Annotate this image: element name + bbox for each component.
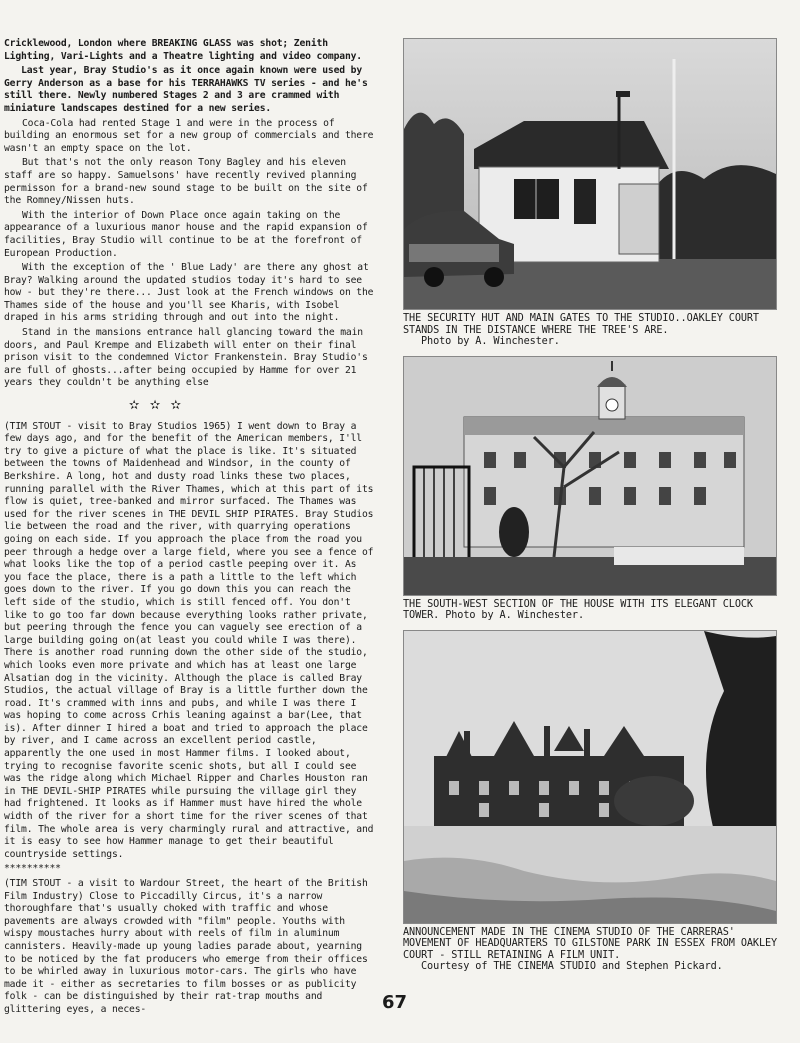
paragraph: Cricklewood, London where BREAKING GLASS was shot; Zenith Lighting, Vari-Lights and a Theatre lighting and video company. [4, 38, 362, 62]
asterisk-divider: ********** [4, 863, 61, 875]
photo-credit: Photo by A. Winchester. [421, 336, 560, 347]
photo-caption [403, 927, 779, 973]
paragraph: Last year, Bray Studio's as it once again known were used by Gerry Anderson as a base for his TERRAHAWKS TV series - and he's still there. Newly numbered Stages 2 and 3 are crammed with miniature landscapes destined for a new series. [4, 65, 374, 114]
page-number: 67 [382, 992, 408, 1013]
photo-column [403, 38, 779, 973]
paragraph: Coca-Cola had rented Stage 1 and were in the process of building an enormous set for a new group of commercials and there wasn't an empty space on the lot. [4, 117, 380, 154]
photo-clock-tower-house [403, 356, 777, 596]
caption-text: ANNOUNCEMENT MADE IN THE CINEMA STUDIO OF THE CARRERAS' MOVEMENT OF HEADQUARTERS TO GILSTONE PARK IN ESSEX FROM OAKLEY COURT - STILL RETAINING A FILM UNIT. [403, 926, 778, 961]
photo-security-hut [403, 38, 777, 310]
photo-caption [403, 313, 779, 348]
paragraph: Stand in the mansions entrance hall glancing toward the main doors, and Paul Krempe and Elizabeth will enter on their final prison visit to the condemned Victor Frankenstein. Bray Studio's are full of ghosts...after being occupied by Hamme for over 21 years they couldn't be anything else [4, 327, 374, 389]
paragraph: With the exception of the ' Blue Lady' are there any ghost at Bray? Walking around the updated studios today it's hard to see how - but they're there... Just look at the French windows on the Thames side of the house and you'll see Kharis, with Isobel draped in his arms striding through and out into the night. [4, 262, 380, 324]
paragraph: But that's not the only reason Tony Bagley and his eleven staff are so happy. Samuelsons' have recently revived planning permisson for a brand-new sound stage to be built on the site of the Romney/Nissen huts. [4, 157, 374, 207]
caption-text: THE SOUTH-WEST SECTION OF THE HOUSE WITH ITS ELEGANT CLOCK TOWER. Photo by A. Winchester. [403, 598, 753, 621]
paragraph: (TIM STOUT - a visit to Wardour Street, the heart of the British Film Industry) Close to Piccadilly Circus, it's a narrow thoroughfare that's usually choked with traffic and whose pavements are always crowded with "film" people. Youths with wispy moustaches hurry about with reels of film in aluminum cannisters. Heavily-made up young ladies parade about, yearning to be noticed by the fat producers who emerge from their offices to be whirled away in luxurious motor-cars. The girls who have made it - either as secretaries to film bosses or as publicity folk - can be distinguished by their rat-trap mouths and glittering eyes, a neces- [4, 878, 374, 1015]
section-divider-stars: ✫✫✫ [128, 393, 192, 415]
paragraph: (TIM STOUT - visit to Bray Studios 1965) I went down to Bray a few days ago, and for the benefit of the American members, I'll try to give a picture of what the place is like. It's situated between the towns of Maidenhead and Windsor, in the county of Berkshire. A long, hot and dusty road links these two places, running parallel with the River Thames, which at this part of its flow is quiet, tree-banked and mirror surfaced. The Thames was used for the river scenes in THE DEVIL SHIP PIRATES. Bray Studios lie between the road and the river, with quarrying operations going on each side. If you approach the place from the road you peer through a hedge over a large field, where you see a fence of what looks like the top of a period castle peeping over it. As you face the place, there is a path a little to the left which goes down to the river. If you go down this you can reach the left side of the studio, which is still fenced off. You don't like to go too far down because everything looks rather private, but peering through the fence you can vaguely see erection of a large building going on(at least you could while I was there). There is another road running down the other side of the studio, which looks even more private and which has at least one large Alsatian dog in the vicinity. Although the place is called Bray Studios, the actual village of Bray is a little further down the road. It's crammed with inns and pubs, and while I was there I was hoping to come across Crhis leaning against a bar(Lee, that is). After dinner I hired a boat and tried to approach the place by river, and I came across an excellent period castle, apparently the one used in most Hammer films. I looked about, trying to recognise favorite scenic shots, but all I could see was the ridge along which Michael Ripper and Charles Houston ran in THE DEVIL-SHIP PIRATES while pursuing the village girl they had frightened. It looks as if Hammer must have hired the whole width of the river for a short time for the river scenes of that film. The whole area is very charmingly rural and attractive, and it is easy to see how Hammer manage to get their beautiful countryside settings. [4, 420, 380, 860]
photo-credit: Courtesy of THE CINEMA STUDIO and Stephen Pickard. [421, 961, 723, 972]
photo-oakley-court [403, 630, 777, 924]
caption-text: THE SECURITY HUT AND MAIN GATES TO THE STUDIO..OAKLEY COURT STANDS IN THE DISTANCE WHERE THE TREE'S ARE. [403, 313, 759, 336]
article-text-column [4, 38, 380, 1019]
paragraph: With the interior of Down Place once again taking on the appearance of a luxurious manor house and the rapid expansion of facilities, Bray Studio will continue to be at the forefront of European Production. [4, 209, 374, 259]
photo-caption [403, 599, 779, 622]
